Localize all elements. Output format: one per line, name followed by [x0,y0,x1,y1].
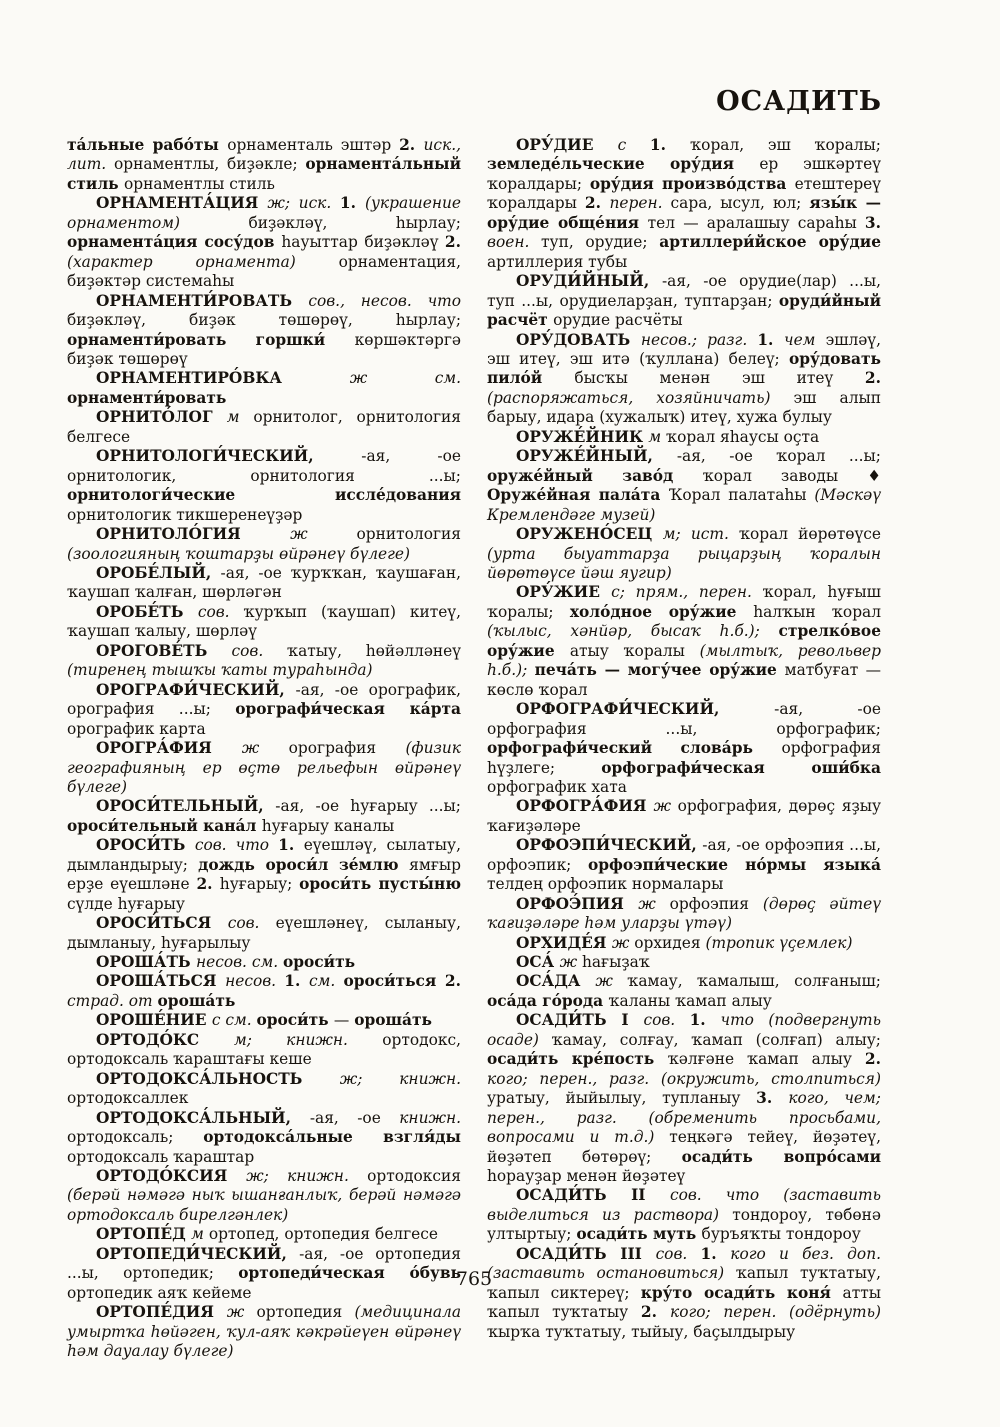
grammar-label: с см. [211,1011,257,1030]
dictionary-entry [67,739,461,797]
grammar-label: сов. что (заставить выделиться из раствора) [487,1186,882,1224]
bold-phrase: ороси́ть пусты́ню [299,875,461,894]
bold-phrase: орнамента́льный стиль [67,155,462,193]
dictionary-entry [487,953,881,972]
grammar-label: (тиренең тышҡы ҡаты тураһында) [67,661,373,680]
headword: ОСАДИ́ТЬ I [516,1011,644,1030]
grammar-label: перен. [609,194,671,213]
translation-text: ортопедик аяҡ кейеме [67,1283,252,1302]
dictionary-entry [67,914,461,953]
translation-text: ямғыр ерҙе еүешләне [67,855,461,894]
bold-phrase: ♦ Оруже́йная пала́та [487,466,881,505]
translation-text: ҡурҡып (ҡаушап) китеү, ҡаушап ҡалыу, шөрләү [67,602,461,641]
grammar-label: м [191,1225,209,1244]
grammar-label: сов. [197,602,244,621]
translation-text: тел — аралашыу сараһы [647,213,865,232]
headword: ОСАДИ́ТЬ II [516,1186,670,1205]
bold-phrase: 2. [864,369,881,388]
translation-text: сара, ысул, юл; [670,194,810,213]
translation-text: орфографик хата [487,777,627,796]
headword: ОРНАМЕНТА́ЦИЯ [96,194,268,213]
dictionary-entry [67,194,461,291]
headword: ОРНИТОЛОГИ́ЧЕСКИЙ, [96,447,362,466]
bold-phrase: артиллери́йское ору́дие [659,233,881,252]
grammar-label: (зоологияның ҡоштарҙы өйрәнеү бүлеге) [67,544,411,563]
grammar-label: несов. см. [195,953,283,972]
page-number: 765 [455,1268,493,1290]
grammar-label: (медицинала умыртҡа һөйәген, ҡул-аяҡ кәкрәйеүен өйрәнеү һәм дауалау бүлеге) [67,1303,462,1361]
headword: ОРОГОВЕ́ТЬ [96,641,232,660]
translation-text: еүешләү, сылатыу, дымландырыу; [67,836,461,874]
grammar-label: ж [611,933,635,952]
translation-text: орнаменталь эштәр [227,136,400,154]
bold-phrase: 1. [339,194,365,213]
bold-phrase: орнаменти́ровать горшки́ [67,330,355,349]
translation-text: -ая, -ое орудие(лар) ...ы, туп ...ы, орудиеларҙан, туптарҙан; [487,272,881,310]
grammar-label: сов. [655,1244,701,1263]
dictionary-entry [67,447,461,525]
bold-phrase: оруже́йный заво́д [487,466,703,485]
grammar-label: иск., лит. [67,136,461,174]
translation-text: биҙәкләү, һырлау; [248,213,461,232]
translation-text: ҡәлғәне ҡамап алыу [667,1050,865,1069]
grammar-label: кого и без. доп. (заставить остановиться) [487,1244,881,1283]
grammar-label: ж [241,739,289,758]
headword: ОРУ́ЖИЕ [516,583,612,602]
bold-phrase: ороси́ться 2. [343,972,461,991]
grammar-label: кого, чем; перен., разг. (обременить просьбами, вопросами и т.д.) [487,1089,881,1147]
dictionary-entry [67,1011,461,1030]
translation-text: ортодоксаль; [67,1128,204,1147]
bold-phrase: 3. [756,1089,789,1108]
bold-phrase: стрелко́вое ору́жие [487,622,881,660]
bold-phrase: орнамента́ция сосу́дов [67,233,282,252]
right-column [487,136,881,1362]
dictionary-entry [487,447,881,525]
bold-phrase: орфографи́ческая оши́бка [601,758,881,777]
grammar-label: (мылтыҡ, револьвер һ.б.); [487,641,881,680]
headword: ОРТОПЕ́Д [96,1225,192,1244]
dictionary-entry [67,1245,461,1303]
translation-text: һағыҙаҡ [581,953,650,972]
grammar-label: м; ист. [662,525,739,544]
translation-text: ҡорал, эш ҡоралы; [690,136,881,154]
translation-text: матбуғат — көслө ҡорал [487,661,881,699]
translation-text: сүлде һуғарыу [67,894,185,913]
bold-phrase: осади́ть вопро́сами [681,1147,881,1166]
translation-text: һалҡын ҡорал [753,602,882,621]
headword: ОРОБЕ́ЛЫЙ, [96,563,221,582]
left-column [67,136,461,1362]
translation-text: -ая, -ое һуғарыу ...ы; [275,797,461,816]
translation-text: Ҡорал палатаһы [668,486,815,505]
bold-phrase: осади́ть муть [576,1225,702,1244]
headword: ОРТОПЕДИ́ЧЕСКИЙ, [96,1244,300,1263]
dictionary-entry [67,1303,461,1361]
grammar-label: (украшение орнаментом) [67,194,461,232]
grammar-label: (характер орнамента) [67,252,339,271]
dictionary-entry [487,972,881,1011]
bold-phrase: ору́довать пило́й [487,349,881,388]
headword: ОРОБЕ́ТЬ [96,602,198,621]
dictionary-entry [67,1167,461,1225]
dictionary-entry [67,1225,461,1244]
translation-text: көршәктәргә биҙәк төшөрөү [67,330,461,368]
headword: ОРНАМЕНТИ́РОВАТЬ [96,291,309,310]
headword: ОСА́ДА [516,972,596,991]
translation-text: орнаментлы стиль [123,174,275,193]
grammar-label: (берәй нәмәгә ныҡ ышанғанлыҡ, берәй нәмәгә ортодоксаль бирелгәнлек) [67,1186,461,1224]
bold-phrase: 1. [278,836,304,855]
grammar-label: воен. [487,233,542,252]
bold-phrase: ороси́ть [283,953,356,972]
grammar-label: сов. [227,914,276,933]
headword: ОРФОГРАФИ́ЧЕСКИЙ, [516,700,775,719]
bold-phrase: ортопеди́ческая о́бувь [238,1264,461,1283]
grammar-label: см. [309,972,344,991]
grammar-label: ж [595,972,628,991]
dictionary-entry [67,972,461,1011]
headword: ОРОСИ́ТЬ [96,836,195,855]
grammar-label: чем [784,330,826,349]
grammar-label: с [617,136,650,154]
translation-text: һуғарыу; [219,875,300,894]
translation-text: ортодоксия [367,1167,462,1186]
translation-text: -ая, -ое ҡурҡҡан, ҡаушаған, ҡаушап ҡалған, шөрләгән [67,563,461,602]
translation-text: тондороу, төбөнә ултыртыу; [487,1205,881,1244]
headword: ОРУДИ́ЙНЫЙ, [516,272,662,291]
translation-text: орфография һүҙлеге; [487,739,881,777]
headword: ОРОСИ́ТЬСЯ [96,914,228,933]
translation-text: һуғарыу каналы [261,816,395,835]
bold-phrase: ороша́ть [354,1011,433,1030]
translation-text: эшләү, эш итеү, эш итә (ҡуллана) белеү; [487,330,881,368]
dictionary-entry [67,1109,461,1167]
grammar-label: сов. [643,1011,690,1030]
dictionary-entry [487,525,881,583]
dictionary-entry [487,583,881,700]
grammar-label: ж [638,894,670,913]
bold-phrase: орфографи́ческий слова́рь [487,739,782,758]
translation-text: туп, орудие; [541,233,660,252]
dictionary-entry [487,934,881,953]
translation-text: эш алып барыу, идара (хужалыҡ) итеү, хужа булыу [487,388,881,427]
translation-text: орудие расчёты [553,311,683,330]
grammar-label: сов., несов. что [308,291,461,310]
dictionary-entry [67,1031,461,1070]
headword: ОРФОЭПИ́ЧЕСКИЙ, [516,836,703,855]
bold-phrase: 1. [700,1244,731,1263]
dictionary-entry [487,1245,881,1342]
translation-text: орхидея [634,933,706,952]
bold-phrase: 2. [444,233,461,252]
dictionary-entry [67,603,461,642]
dictionary-entry [487,700,881,797]
translation-text: орнитология [356,525,461,544]
bold-phrase: 1. [757,330,784,349]
headword: ОСАДИ́ТЬ III [516,1244,656,1263]
translation-text: ҡатыу, һөйәлләнеү [287,641,461,660]
translation-text: -ая, -ое орфоэпия ...ы, орфоэпик; [487,836,882,874]
translation-text: ҡаланы ҡамап алыу [608,991,772,1010]
translation-text: еүешләнеү, сыланыу, дымланыу, һуғарылыу [67,914,461,952]
bold-phrase: ороси́тельный кана́л [67,816,262,835]
headword: ОРОГРАФИ́ЧЕСКИЙ, [96,680,296,699]
grammar-label: кого; перен., разг. (окружить, столпиться) [487,1069,881,1088]
bold-phrase: орографи́ческая ка́рта [235,700,461,719]
translation-text: орнаментлы, биҙәкле; [113,155,306,174]
translation-text: буръяҡты тондороу [701,1225,861,1244]
translation-text: уратыу, йыйылыу, тупланыу [487,1089,757,1108]
grammar-label: м [226,408,254,427]
translation-text: орография [288,739,406,758]
grammar-label: ж [226,1303,257,1322]
bold-phrase: 3. [864,213,881,232]
headword: ОРУЖЕ́ЙНЫЙ, [516,447,677,466]
bold-phrase: оруди́йный расчёт [487,291,881,330]
headword: ОРТОДОКСА́ЛЬНЫЙ, [96,1108,310,1127]
grammar-label: ж [653,797,678,816]
bold-phrase: 1. [649,136,691,154]
translation-text: -ая, -ое орфография ...ы, орфографик; [487,700,881,738]
headword: ОРУЖЕ́ЙНИК [516,427,649,446]
headword: ОРОША́ТЬСЯ [96,972,226,991]
translation-text: ер эшкәртеү ҡоралдары; [487,155,881,193]
grammar-label: (тропик үҫемлек) [705,933,853,952]
bold-phrase: ороси́ть [256,1011,334,1030]
translation-text: орографик карта [67,719,206,738]
headword: ОРХИДЕ́Я [516,933,612,952]
translation-text: ҡамау, ҡамалыш, солғаныш; [627,972,881,991]
bold-phrase: 2. [584,194,610,213]
dictionary-entry [487,797,881,836]
dictionary-entry [487,136,881,272]
grammar-label: сов. [231,641,288,660]
grammar-label: ж; книжн. [339,1069,462,1088]
grammar-label: м; книжн. [233,1030,383,1049]
translation-text: һорауҙар менән йөҙәтеү [487,1167,686,1186]
grammar-label: (Мәскәү Кремлендәге музей) [487,486,881,524]
headword: ОРТОДО́КСИЯ [96,1167,247,1186]
dictionary-entry [487,428,881,447]
grammar-label: ж см. [349,369,461,388]
bold-phrase: 2. [640,1303,671,1322]
grammar-label: несов. [225,972,285,991]
dictionary-entry [67,369,461,408]
headword: ОРТОДО́КС [96,1030,234,1049]
bold-phrase: дождь ороси́л зе́млю [198,855,410,874]
grammar-label: несов.; разг. [640,330,758,349]
grammar-label: что (подвергнуть осаде) [487,1011,881,1049]
translation-text: етештереү ҡоралдары [487,174,881,213]
translation-text: ҡамау, солғау, ҡамап (солғап) алыу; [551,1030,881,1049]
headword: ОРНИТО́ЛОГ [96,408,227,427]
grammar-label: книжн. [399,1108,461,1127]
dictionary-entry [487,331,881,428]
dictionary-entry [67,836,461,914]
grammar-label: (ҡылыс, хәнйәр, бысаҡ һ.б.); [487,622,779,641]
grammar-label: м [648,427,667,446]
translation-text: орфография, дөрөҫ яҙыу ҡағиҙәләре [487,797,882,835]
entry-continuation [67,136,461,194]
translation-text: -ая, -ое орографик, орография ...ы; [67,680,461,719]
grammar-label: ж [559,953,582,972]
headword: ОРНАМЕНТИРО́ВКА [96,369,350,388]
dictionary-entry [487,1011,881,1186]
translation-text: телдең орфоэпик нормалары [487,875,724,894]
translation-text: орнитологик тикшеренеүҙәр [67,505,303,524]
dictionary-entry [67,953,461,972]
bold-phrase: земледе́льческие ору́дия [487,155,760,174]
translation-text: ҡырҡа туҡтатыу, тыйыу, баҫылдырыу [487,1322,796,1341]
grammar-label: кого; перен. (одёрнуть) [670,1303,882,1322]
dictionary-entry [67,408,461,447]
translation-text: ҡорал, һуғыш ҡоралы; [487,583,881,621]
dictionary-entry [67,525,461,564]
translation-text: һауыттар биҙәкләү [281,233,445,252]
headword: ОСА́ [516,953,560,972]
dictionary-entry [67,292,461,370]
headword: ОРУ́ДОВАТЬ [516,330,641,349]
dictionary-entry [67,564,461,603]
translation-text: орнитолог, орнитология белгесе [67,408,461,446]
translation-text: орнаментация, биҙәктәр системаһы [67,252,461,291]
translation-text: -ая, -ое ҡорал ...ы; [676,447,881,466]
bold-phrase: орнитологи́ческие иссле́дования [67,486,461,505]
translation-text: теңкәгә тейеү, йөҙәтеү, йөҙәтеп бөтөрөү; [487,1128,881,1166]
dictionary-entry [487,272,881,330]
translation-text: ортодоксаллек [67,1089,189,1108]
grammar-label: сов. что [194,836,279,855]
translation-text: артиллерия тубы [487,252,628,271]
bold-phrase: холо́дное ору́жие [569,602,754,621]
bold-phrase: орнаменти́ровать [67,388,227,407]
bold-phrase: 2. [196,875,220,894]
text-block [67,136,881,1362]
grammar-label: страд. от [67,991,158,1010]
dictionary-entry [487,1186,881,1244]
headword: ОРТОПЕ́ДИЯ [96,1303,227,1322]
grammar-label: (физик географияның ер өҫтө рельефын өйрәнеү бүлеге) [67,739,461,796]
grammar-label: (распоряжаться, хозяйничать) [487,388,794,407]
bold-phrase: 2. [864,1050,881,1069]
headword: ОРУ́ДИЕ [516,136,618,154]
dictionary-entry [487,895,881,934]
bold-phrase: ортодокса́льные взгля́ды [203,1128,461,1147]
running-head: ОСАДИТЬ [716,86,882,117]
bold-phrase: кру́то осади́ть коня́ [640,1283,843,1302]
bold-phrase: та́льные рабо́ты [67,136,228,154]
translation-text: ҡорал йөрөтөүсе [738,525,881,544]
headword: ОРФОЭ́ПИЯ [516,894,639,913]
translation-text: ортодокс, ортодоксаль ҡараштағы кеше [67,1030,461,1069]
translation-text: атыу ҡоралы [569,641,700,660]
headword: ОРТОДОКСА́ЛЬНОСТЬ [96,1069,340,1088]
grammar-label: ж; иск. [267,194,340,213]
bold-phrase: 1. [284,972,309,991]
bold-phrase: орфоэпи́ческие но́рмы языка́ [588,855,881,874]
translation-text: ортодоксаль ҡараштар [67,1147,255,1166]
translation-text: бысҡы менән эш итеү [574,369,865,388]
headword: ОРФОГРА́ФИЯ [516,797,654,816]
translation-text: орфоэпия [669,894,763,913]
dictionary-entry [67,642,461,681]
translation-text: -ая, -ое [309,1108,400,1127]
translation-text: ортопед, ортопедия белгесе [208,1225,438,1244]
bold-phrase: оса́да го́рода [487,991,609,1010]
translation-text: биҙәкләү, биҙәк төшөрөү, һырлау; [67,311,461,330]
bold-phrase: осади́ть кре́пость [487,1050,668,1069]
bold-phrase: ороша́ть [157,991,236,1010]
bold-phrase: ору́дия произво́дства [589,174,795,193]
dictionary-entry [67,1070,461,1109]
grammar-label: ж; книжн. [246,1167,368,1186]
grammar-label: с; прям., перен. [611,583,763,602]
translation-text: ҡапыл туҡтатыу, ҡапыл сиктереү; [487,1264,881,1302]
bold-phrase: язы́к — ору́дие обще́ния [487,194,881,232]
translation-text: ортопедия [256,1303,355,1322]
headword: ОРОСИ́ТЕЛЬНЫЙ, [96,797,276,816]
grammar-label: (урта быуаттарҙа рыцарҙың ҡоралын йөрөтөүсе йәш яугир) [487,544,881,582]
translation-text: -ая, -ое ортопедия ...ы, ортопедик; [67,1244,461,1283]
bold-phrase: 2. [399,136,424,154]
translation-text: -ая, -ое орнитологик, орнитология ...ы; [67,447,461,485]
headword: ОРОША́ТЬ [96,953,196,972]
headword: ОРОШЕ́НИЕ [96,1011,212,1030]
headword: ОРОГРА́ФИЯ [96,739,242,758]
bold-phrase: 1. [689,1011,721,1030]
translation-text: ҡорал яһаусы оҫта [666,427,820,446]
dictionary-entry [67,681,461,739]
dictionary-entry [487,836,881,894]
headword: ОРНИТОЛО́ГИЯ [96,525,291,544]
grammar-label: (дөрөҫ әйтеү ҡағиҙәләре һәм уларҙы үтәү) [487,894,881,933]
translation-text: ҡорал заводы [702,466,868,485]
translation-text: — [333,1011,355,1030]
translation-text: атты ҡапыл туҡтатыу [487,1283,881,1322]
dictionary-entry [67,797,461,836]
grammar-label: ж [290,525,357,544]
headword: ОРУЖЕНО́СЕЦ [516,525,663,544]
bold-phrase: печа́ть — могу́чее ору́жие [534,661,785,680]
